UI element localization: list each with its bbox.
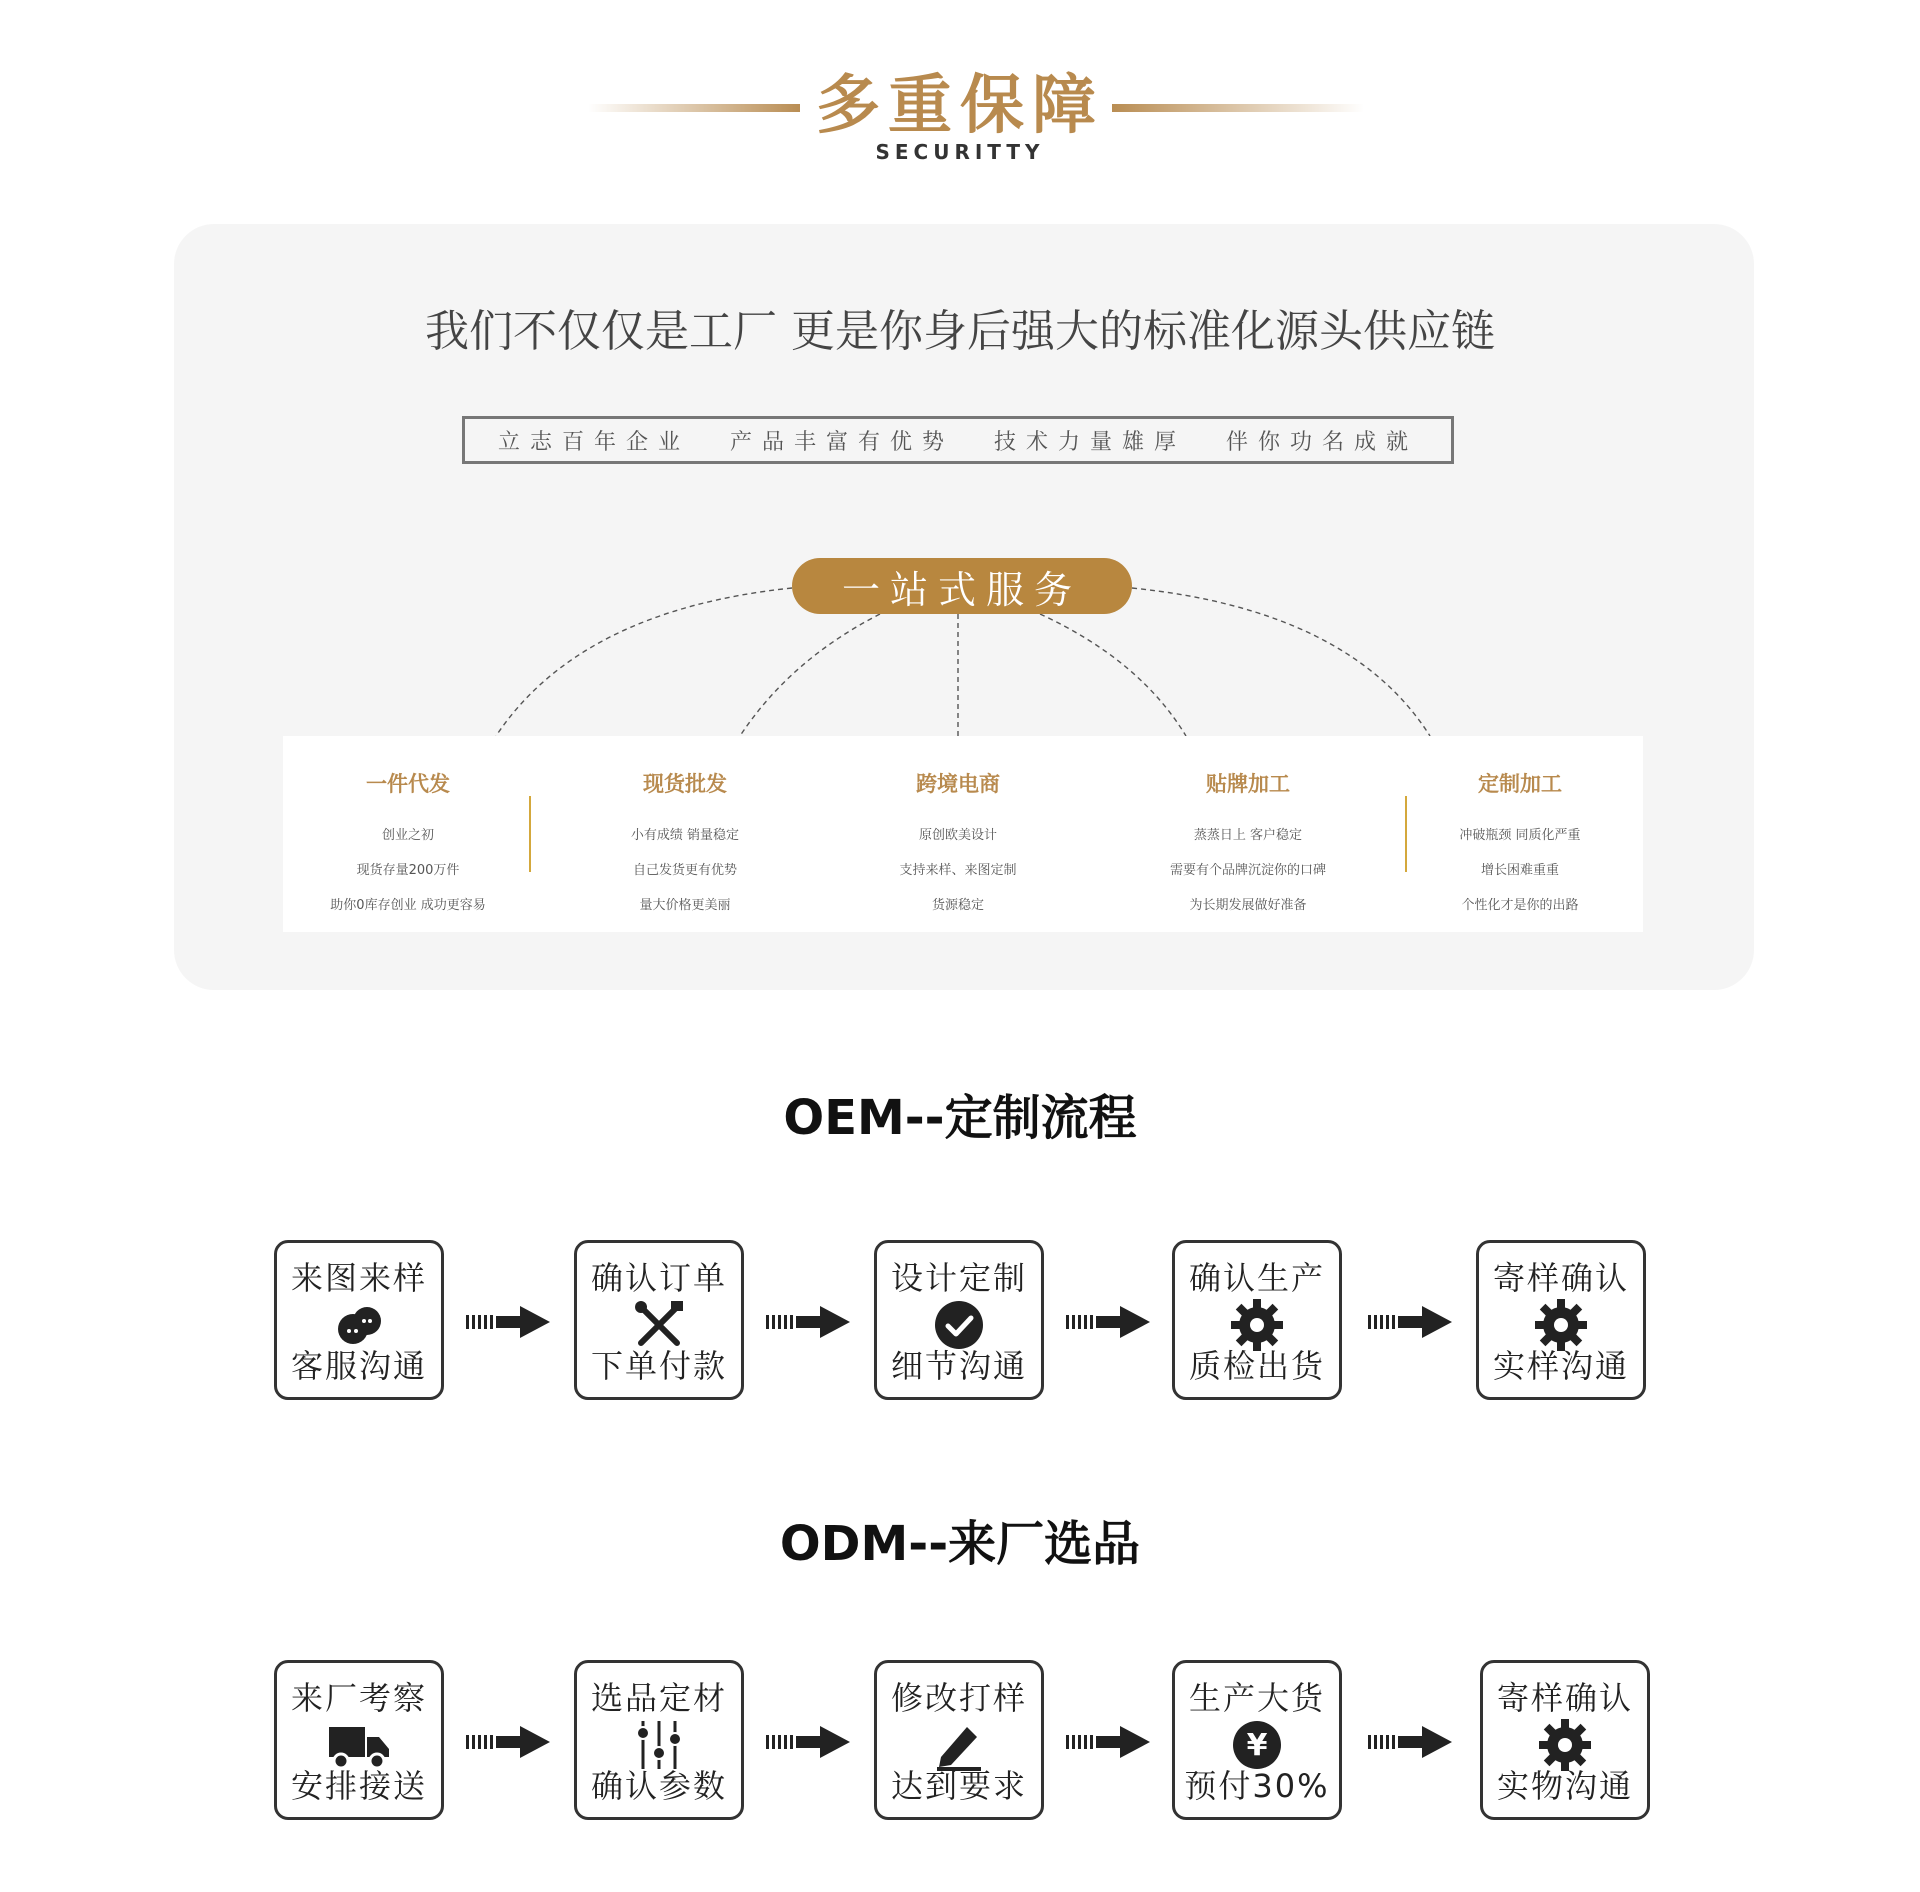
step-top-label: 选品定材 [590, 1679, 727, 1717]
oem-step [1476, 1240, 1646, 1400]
connector-arc [1040, 614, 1186, 736]
service-title: 一件代发 [366, 772, 450, 796]
oem-step [574, 1240, 744, 1400]
step-bottom-label: 安排接送 [290, 1767, 427, 1805]
step-top-label: 确认订单 [590, 1259, 727, 1297]
odm-step [274, 1660, 444, 1820]
service-line: 自己发货更有优势 [632, 863, 737, 878]
svg-text:¥: ¥ [1246, 1728, 1268, 1763]
flow-arrow-icon [1366, 1306, 1454, 1338]
step-bottom-label: 实样沟通 [1492, 1347, 1629, 1385]
odm-step [874, 1660, 1044, 1820]
step-top-label: 修改打样 [890, 1679, 1027, 1717]
service-line: 冲破瓶颈 同质化严重 [1459, 828, 1581, 843]
slogan-item: 立志百年企业 [497, 429, 690, 455]
step-top-label: 来图来样 [290, 1259, 427, 1297]
connector-arc [740, 614, 880, 736]
service-title: 跨境电商 [916, 772, 1000, 796]
step-top-label: 寄样确认 [1496, 1679, 1633, 1717]
connector-arc [1132, 588, 1430, 736]
step-bottom-label: 细节沟通 [890, 1347, 1027, 1385]
service-line: 原创欧美设计 [918, 828, 997, 843]
step-top-label: 来厂考察 [290, 1679, 427, 1717]
step-bottom-label: 达到要求 [890, 1767, 1027, 1805]
service-line: 需要有个品牌沉淀你的口碑 [1169, 863, 1326, 878]
oem-step [1172, 1240, 1342, 1400]
service-item [555, 768, 815, 923]
one-stop-service-pill: 一站式服务 [792, 558, 1132, 614]
flow-arrow-icon [1064, 1726, 1152, 1758]
service-line: 货源稳定 [931, 898, 984, 913]
service-title: 贴牌加工 [1206, 772, 1290, 796]
step-bottom-label: 实物沟通 [1496, 1767, 1633, 1805]
odm-step [574, 1660, 744, 1820]
odm-step [1172, 1660, 1342, 1820]
odm-section-title: ODM--来厂选品 [779, 1516, 1141, 1572]
service-title: 现货批发 [643, 772, 727, 796]
step-bottom-label: 质检出货 [1188, 1347, 1325, 1385]
service-title: 定制加工 [1478, 772, 1562, 796]
service-item [278, 768, 538, 923]
service-line: 个性化才是你的出路 [1461, 898, 1579, 913]
service-line: 蒸蒸日上 客户稳定 [1193, 828, 1303, 843]
step-top-label: 寄样确认 [1492, 1259, 1629, 1297]
service-line: 支持来样、来图定制 [899, 863, 1017, 878]
step-top-label: 确认生产 [1188, 1259, 1325, 1297]
step-bottom-label: 客服沟通 [290, 1347, 427, 1385]
service-line: 现货存量200万件 [356, 863, 460, 878]
card-title: 我们不仅仅是工厂 更是你身后强大的标准化源头供应链 [425, 306, 1495, 357]
services-panel [283, 736, 1643, 932]
step-bottom-label: 确认参数 [590, 1767, 727, 1805]
service-line: 小有成绩 销量稳定 [630, 828, 740, 843]
page-title: 多重保障 [816, 69, 1104, 143]
page-subtitle: SECURITTY [875, 140, 1045, 164]
service-item [1118, 768, 1378, 923]
service-line: 为长期发展做好准备 [1189, 898, 1307, 913]
step-top-label: 设计定制 [890, 1259, 1027, 1297]
slogan-item: 技术力量雄厚 [994, 429, 1187, 455]
connector-arcs [0, 0, 1920, 760]
flow-arrow-icon [764, 1726, 852, 1758]
step-top-label: 生产大货 [1188, 1679, 1325, 1717]
service-line: 助你0库存创业 成功更容易 [330, 898, 486, 913]
service-item [1390, 768, 1650, 923]
slogan-item: 产品丰富有优势 [729, 429, 954, 455]
slogan-item: 伴你功名成就 [1226, 429, 1419, 455]
flow-arrow-icon [464, 1306, 552, 1338]
service-item [828, 768, 1088, 923]
service-line: 量大价格更美丽 [639, 898, 731, 913]
service-line: 增长困难重重 [1480, 863, 1559, 878]
oem-section-title: OEM--定制流程 [783, 1090, 1137, 1146]
flow-arrow-icon [1064, 1306, 1152, 1338]
flow-arrow-icon [1366, 1726, 1454, 1758]
oem-step [274, 1240, 444, 1400]
odm-step [1480, 1660, 1650, 1820]
flow-arrow-icon [464, 1726, 552, 1758]
flow-arrow-icon [764, 1306, 852, 1338]
connector-arc [496, 588, 792, 736]
oem-step [874, 1240, 1044, 1400]
step-bottom-label: 预付30% [1184, 1767, 1330, 1805]
step-bottom-label: 下单付款 [590, 1347, 727, 1385]
service-line: 创业之初 [381, 828, 434, 843]
